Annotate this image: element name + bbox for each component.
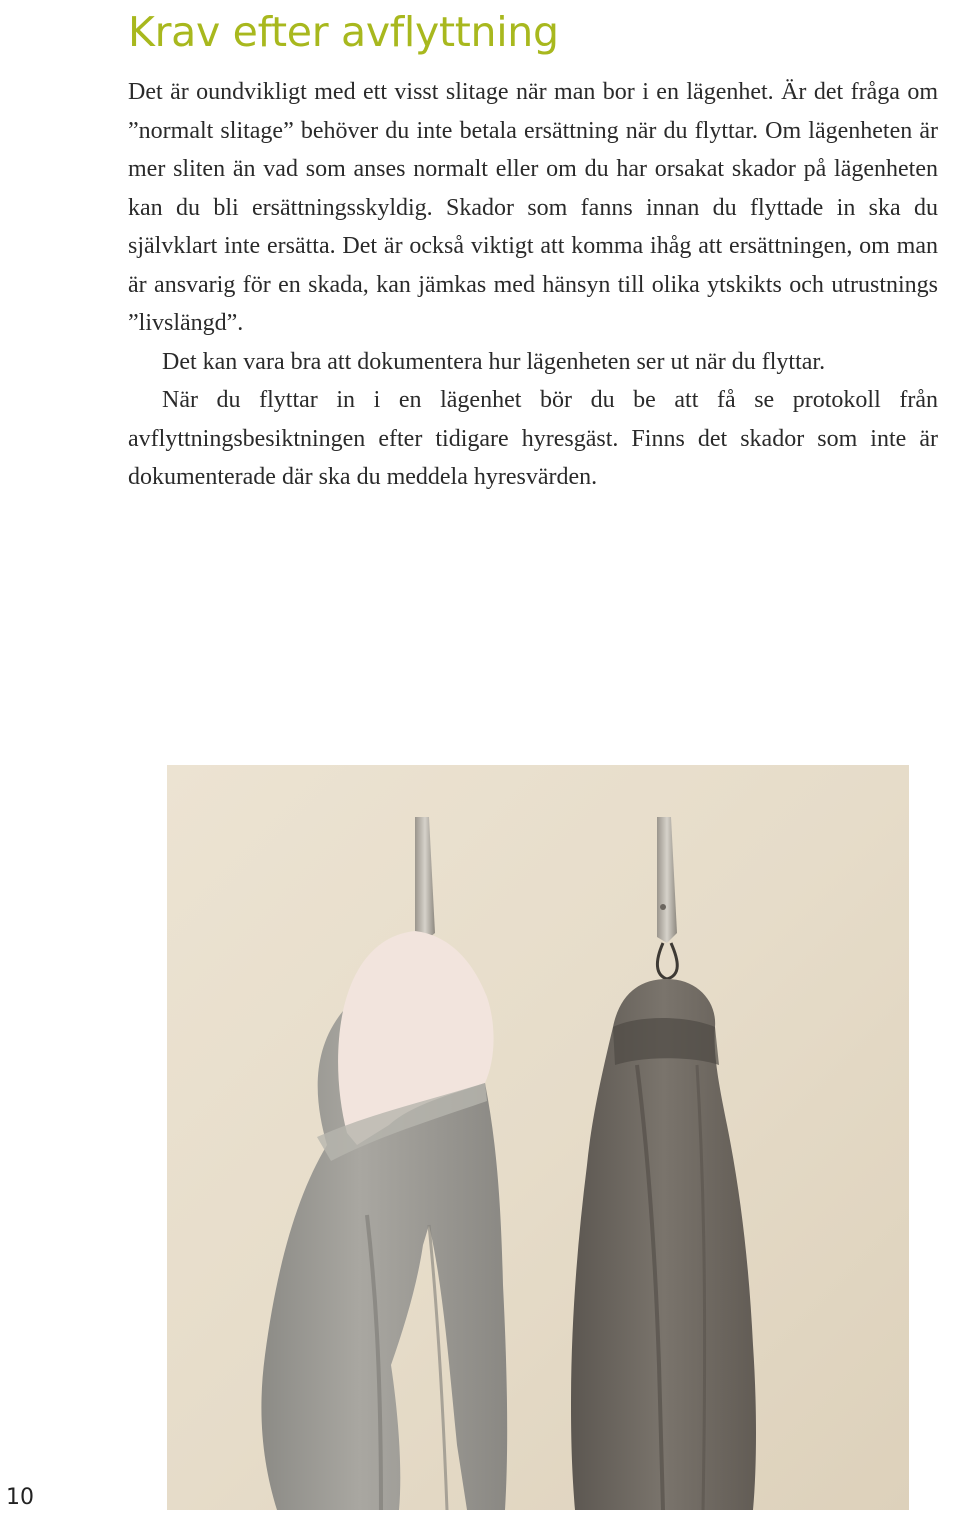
paragraph: Det är oundvikligt med ett visst slitage när man bor i en lägenhet. Är det fråga om ”normalt slitage” behöver du inte betala ersättning när du flyttar. Om lägenheten är mer sliten än vad som anses normalt eller om du har orsakat skador på lägenheten kan du bli ersättningsskyldig. Skador som fanns innan du flyttade in ska du självklart inte ersätta. Det är också viktigt att komma ihåg att ersättningen, om man är ansvarig för en skada, kan jämkas med hänsyn till olika ytskikts och utrustnings ”livslängd”. [128, 79, 938, 336]
paragraph: Det kan vara bra att dokumentera hur lägenheten ser ut när du flyttar. [162, 348, 826, 375]
bathrobes-photo [167, 765, 909, 1510]
page-number: 10 [6, 1485, 34, 1510]
page-heading: Krav efter avflyttning [128, 8, 559, 56]
body-text [128, 73, 938, 497]
paragraph: När du flyttar in i en lägenhet bör du be att få se protokoll från avflyttningsbesiktningen efter tidigare hyresgäst. Finns det skador som inte är dokumenterade där ska du meddela hyresvärden. [128, 387, 938, 490]
